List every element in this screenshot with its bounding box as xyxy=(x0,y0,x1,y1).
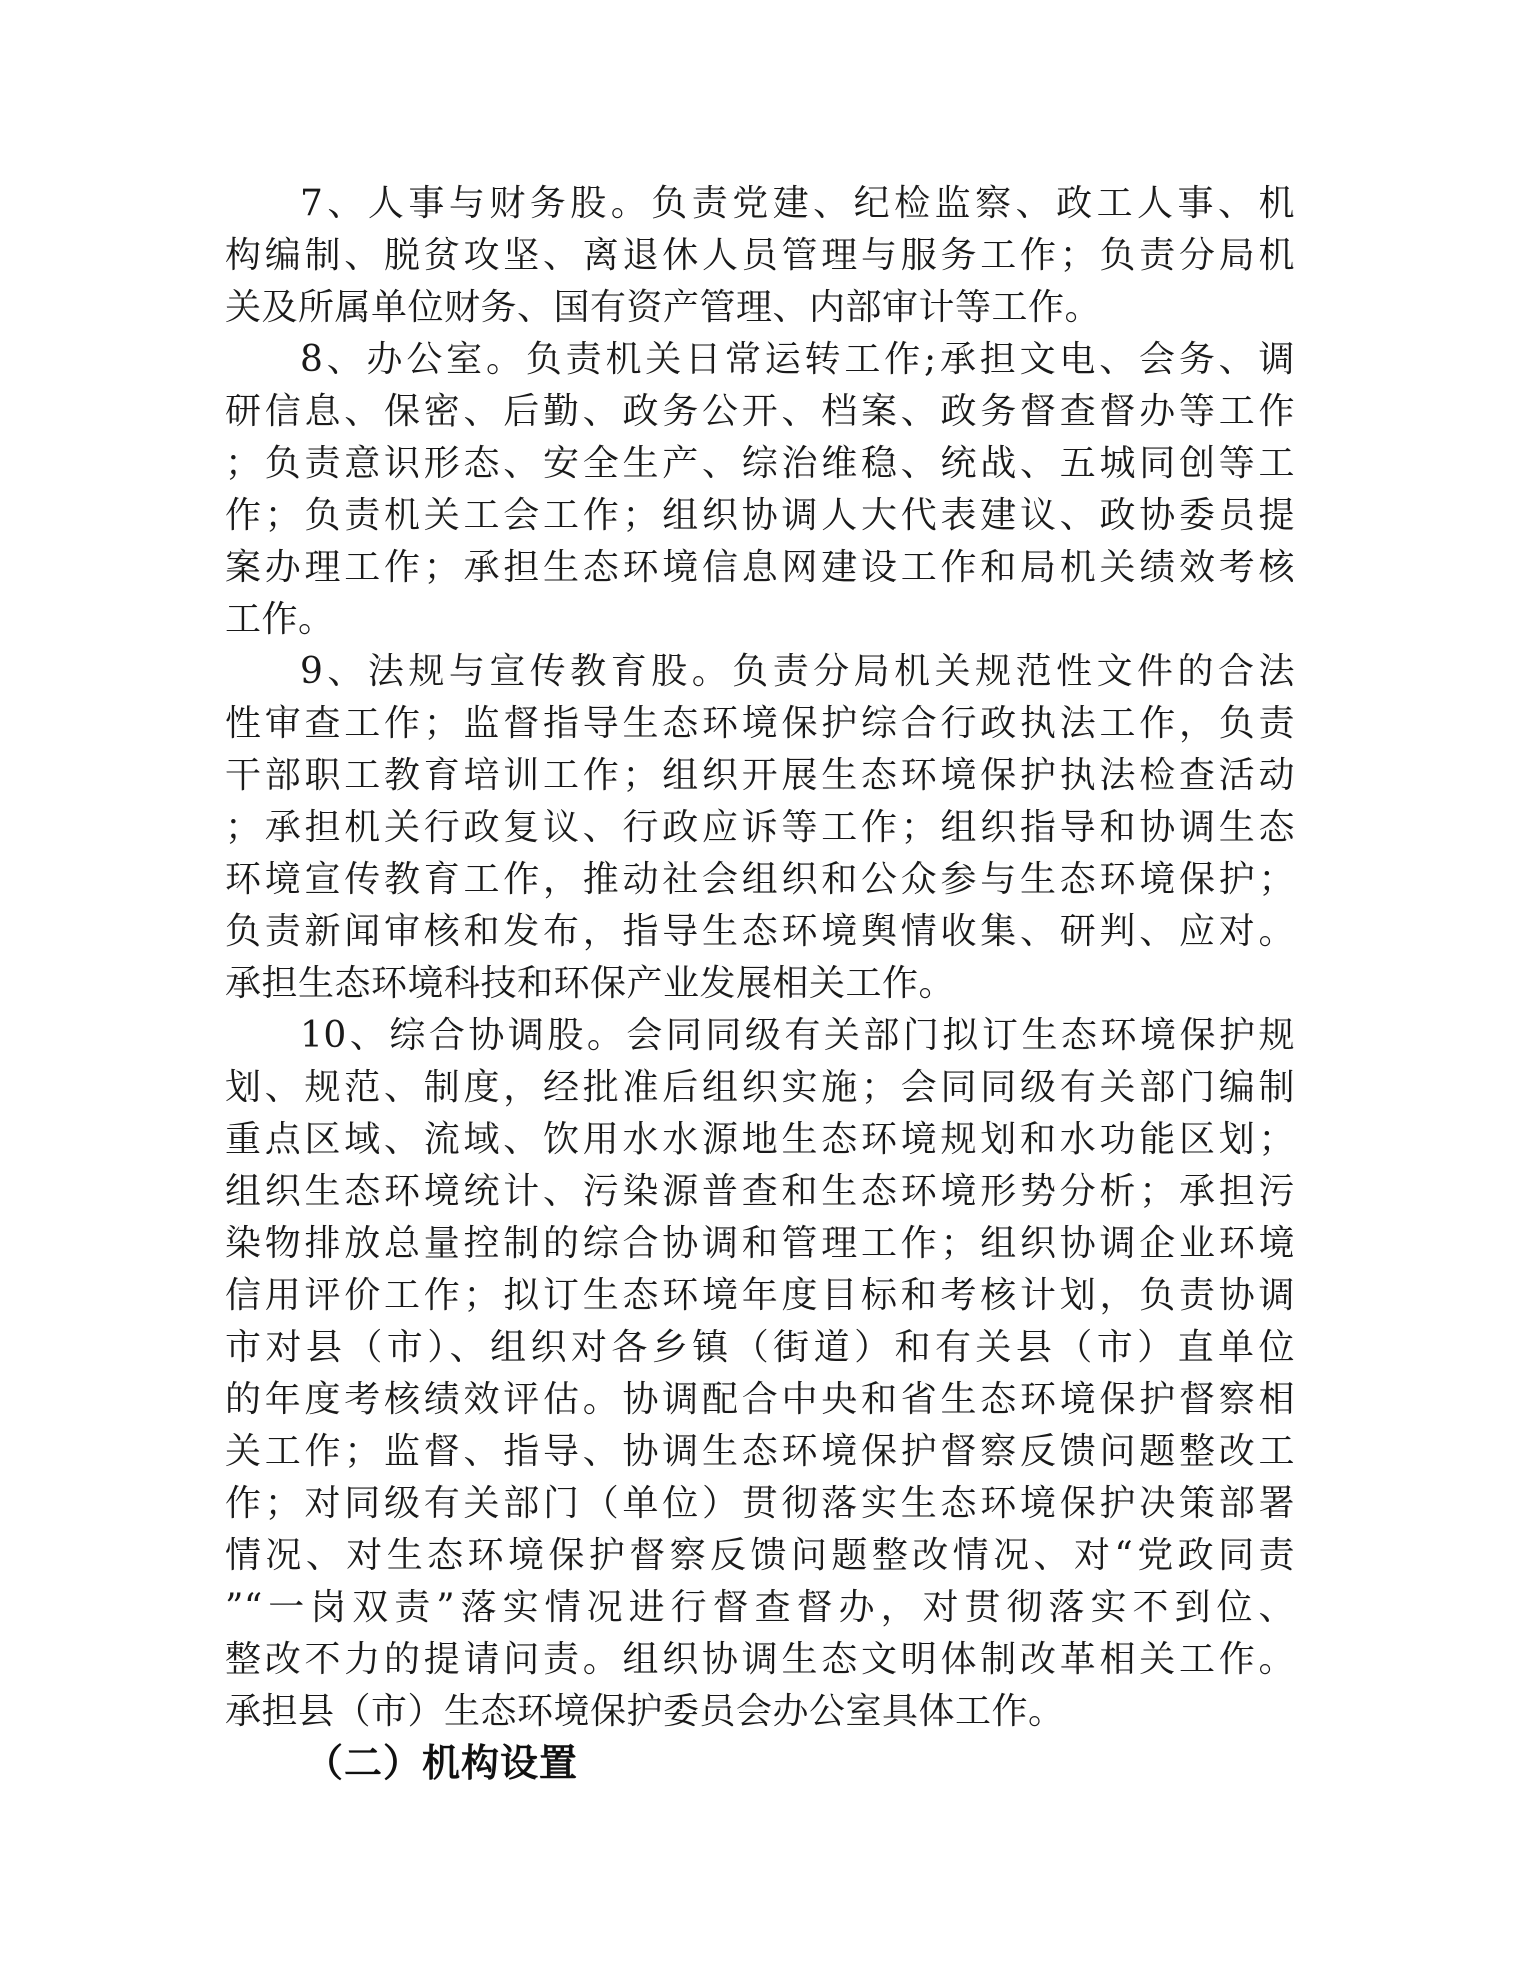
paragraph-line: 关工作；监督、指导、协调生态环境保护督察反馈问题整改工 xyxy=(225,1431,1295,1472)
paragraph-line: 市对县（市）、组织对各乡镇（街道）和有关县（市）直单位 xyxy=(225,1327,1295,1368)
paragraph-line: ”“一岗双责”落实情况进行督查督办，对贯彻落实不到位、 xyxy=(225,1587,1295,1628)
section-heading: （二）机构设置 xyxy=(305,1741,579,1785)
paragraph-line: 关及所属单位财务、国有资产管理、内部审计等工作。 xyxy=(225,287,1102,328)
paragraph-line: 案办理工作；承担生态环境信息网建设工作和局机关绩效考核 xyxy=(225,547,1295,588)
paragraph-line: 环境宣传教育工作，推动社会组织和公众参与生态环境保护； xyxy=(225,859,1295,900)
paragraph-line: 信用评价工作；拟订生态环境年度目标和考核计划，负责协调 xyxy=(225,1275,1295,1316)
paragraph-line: 情况、对生态环境保护督察反馈问题整改情况、对“党政同责 xyxy=(225,1535,1295,1576)
paragraph-line: 的年度考核绩效评估。协调配合中央和省生态环境保护督察相 xyxy=(225,1379,1295,1420)
paragraph-line: 重点区域、流域、饮用水水源地生态环境规划和水功能区划； xyxy=(225,1119,1295,1160)
paragraph-line: 负责新闻审核和发布，指导生态环境舆情收集、研判、应对。 xyxy=(225,911,1295,952)
paragraph-line: 承担县（市）生态环境保护委员会办公室具体工作。 xyxy=(225,1691,1065,1732)
paragraph-line: 7、人事与财务股。负责党建、纪检监察、政工人事、机 xyxy=(300,183,1295,224)
paragraph-line: 作；对同级有关部门（单位）贯彻落实生态环境保护决策部署 xyxy=(225,1483,1295,1524)
paragraph-line: 划、规范、制度，经批准后组织实施；会同同级有关部门编制 xyxy=(225,1067,1295,1108)
paragraph-line: ；负责意识形态、安全生产、综治维稳、统战、五城同创等工 xyxy=(225,443,1295,484)
paragraph-line: 性审查工作；监督指导生态环境保护综合行政执法工作，负责 xyxy=(225,703,1295,744)
paragraph-line: 作；负责机关工会工作；组织协调人大代表建议、政协委员提 xyxy=(225,495,1295,536)
paragraph-line: 研信息、保密、后勤、政务公开、档案、政务督查督办等工作 xyxy=(225,391,1295,432)
paragraph-line: 干部职工教育培训工作；组织开展生态环境保护执法检查活动 xyxy=(225,755,1295,796)
paragraph-line: 承担生态环境科技和环保产业发展相关工作。 xyxy=(225,963,956,1004)
paragraph-line: ；承担机关行政复议、行政应诉等工作；组织指导和协调生态 xyxy=(225,807,1295,848)
paragraph-line: 构编制、脱贫攻坚、离退休人员管理与服务工作；负责分局机 xyxy=(225,235,1295,276)
paragraph-line: 9、法规与宣传教育股。负责分局机关规范性文件的合法 xyxy=(300,651,1295,692)
paragraph-line: 8、办公室。负责机关日常运转工作;承担文电、会务、调 xyxy=(300,339,1295,380)
paragraph-line: 工作。 xyxy=(225,599,335,640)
paragraph-line: 染物排放总量控制的综合协调和管理工作；组织协调企业环境 xyxy=(225,1223,1295,1264)
paragraph-line: 组织生态环境统计、污染源普查和生态环境形势分析；承担污 xyxy=(225,1171,1295,1212)
paragraph-line: 10、综合协调股。会同同级有关部门拟订生态环境保护规 xyxy=(300,1015,1295,1056)
paragraph-line: 整改不力的提请问责。组织协调生态文明体制改革相关工作。 xyxy=(225,1639,1295,1680)
